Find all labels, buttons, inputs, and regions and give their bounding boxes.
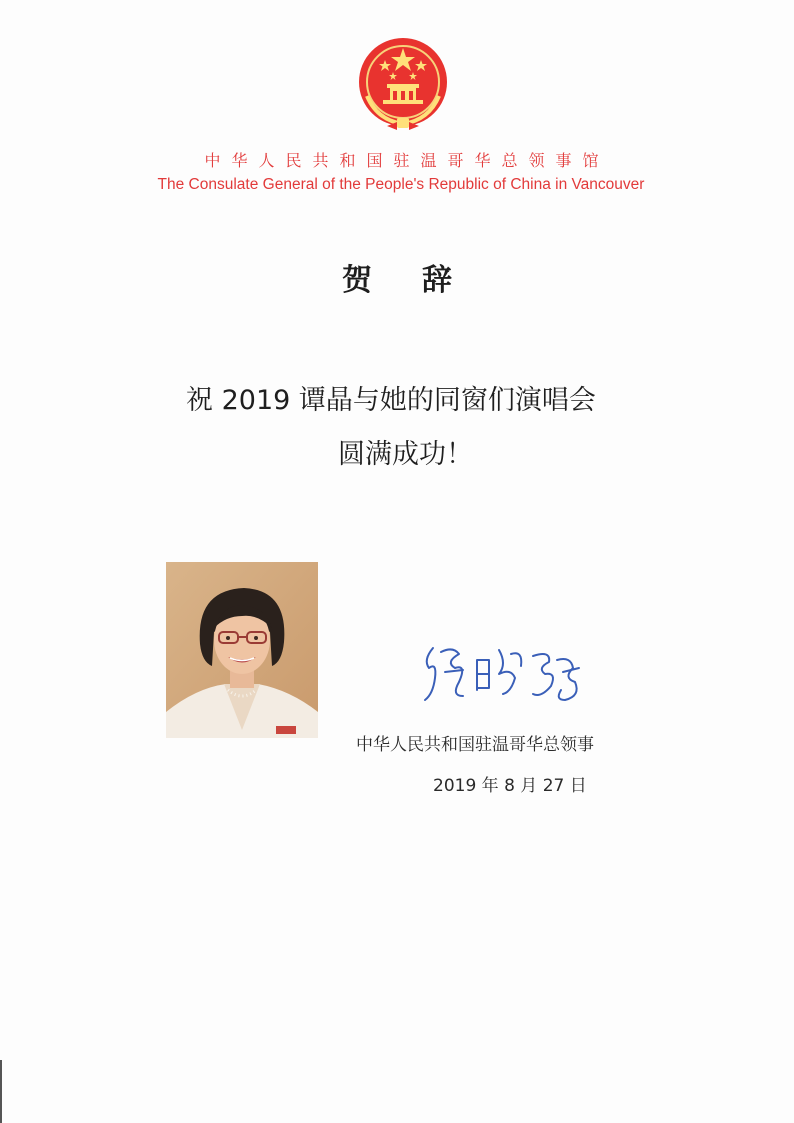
document-title — [0, 255, 794, 299]
consulate-name-chinese: 中华人民共和国驻温哥华总领事馆 — [204, 151, 610, 170]
national-emblem-icon — [357, 36, 449, 132]
signature-date: 2019 年 8 月 27 日 — [433, 776, 587, 796]
consulate-name-english: The Consulate General of the People's Republic of China in Vancouver — [157, 176, 645, 193]
title-char-1: 贺 — [342, 263, 372, 298]
handwritten-signature — [415, 638, 585, 708]
scan-edge-mark — [0, 1060, 2, 1123]
title-char-2: 辞 — [422, 263, 452, 298]
signer-title: 中华人民共和国驻温哥华总领事 — [356, 735, 594, 755]
message-line-2: 圆满成功！ — [338, 439, 473, 470]
portrait-photo — [166, 562, 318, 738]
message-line-1: 祝 2019 谭晶与她的同窗们演唱会 — [186, 385, 596, 416]
